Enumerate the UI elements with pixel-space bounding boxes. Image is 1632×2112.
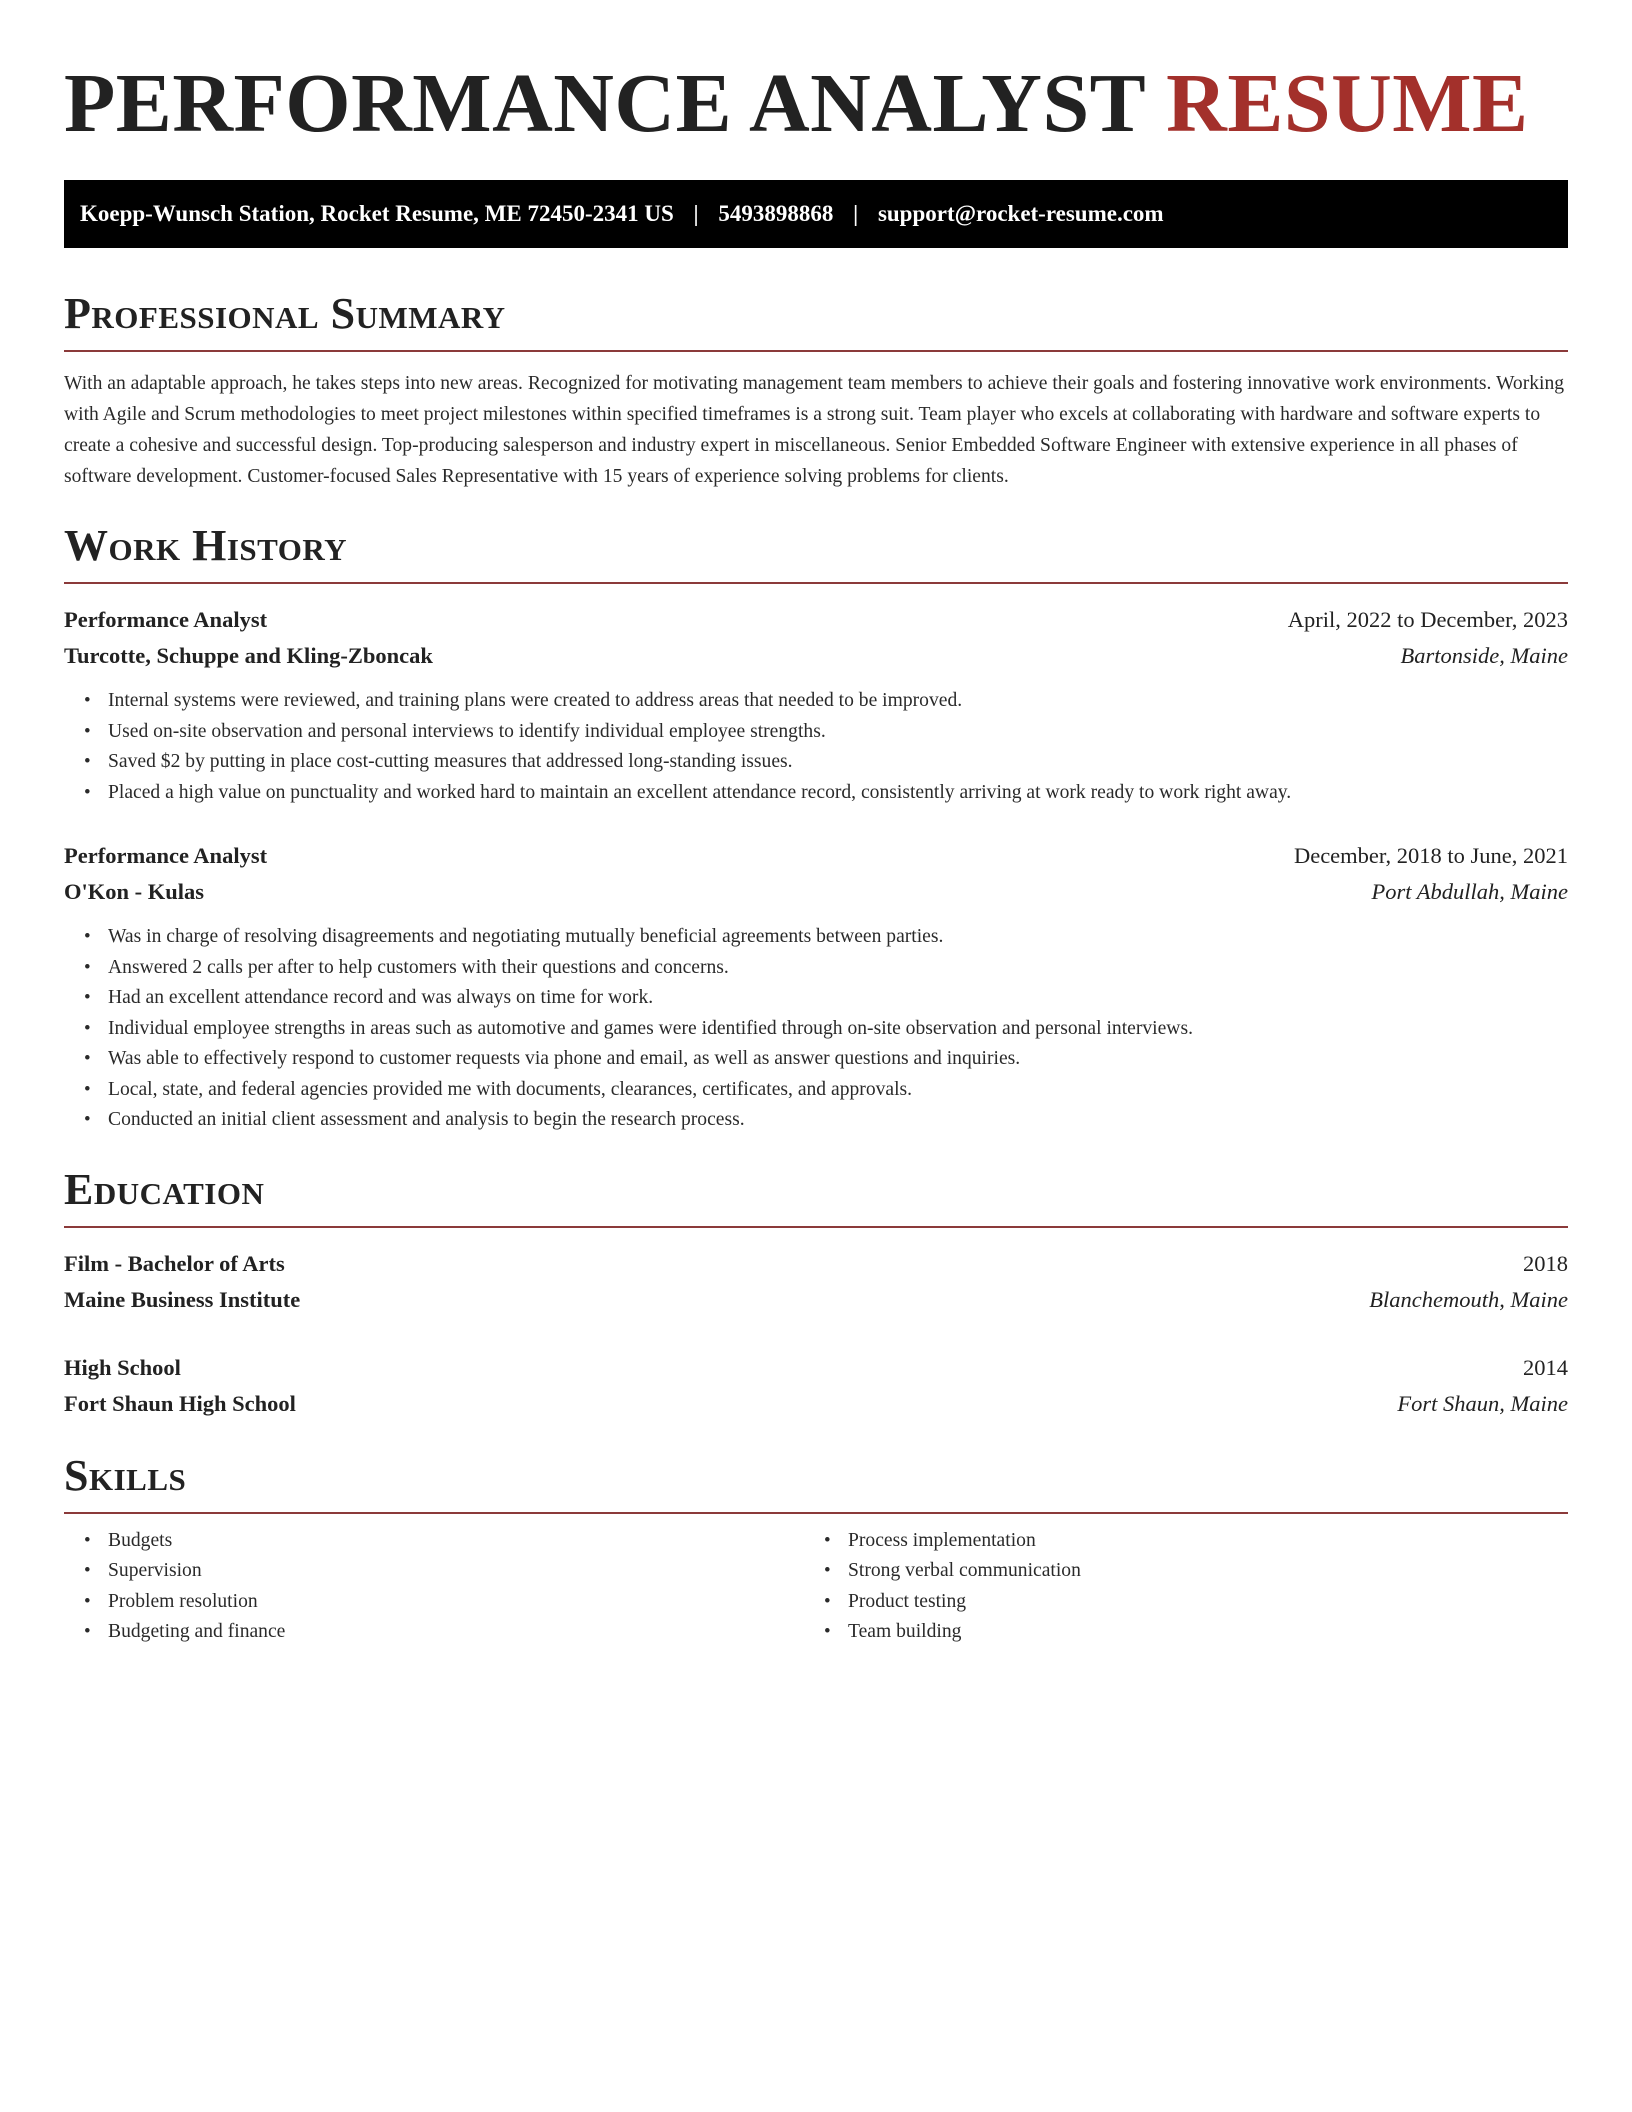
job-dates: December, 2018 to June, 2021 — [1293, 843, 1568, 868]
contact-bar — [64, 180, 1568, 248]
education-degree: High School — [64, 1354, 181, 1380]
summary-section — [64, 288, 1568, 492]
contact-phone[interactable]: 5493898868 — [718, 201, 834, 226]
skills-column-left — [64, 1526, 804, 1648]
job-bullet: • Individual employee strengths in areas such as automotive and games were identified through on-site observation and personal interviews. — [84, 1014, 1568, 1045]
skills-grid — [64, 1526, 1568, 1648]
section-divider — [64, 350, 1568, 352]
skills-section — [64, 1450, 1568, 1648]
education-year: 2014 — [1523, 1354, 1568, 1380]
skills-column-right — [804, 1526, 1544, 1648]
resume-title-main: PERFORMANCE ANALYST — [64, 57, 1167, 150]
contact-email[interactable]: support@rocket-resume.com — [877, 201, 1164, 226]
contact-address: Koepp-Wunsch Station, Rocket Resume, ME 72450-2341 US — [80, 201, 674, 226]
job-bullet: • Had an excellent attendance record and was always on time for work. — [84, 983, 1568, 1014]
section-heading-summary: Professional Summary — [64, 289, 506, 338]
job-title: Performance Analyst — [64, 843, 268, 868]
skill-item: • Budgets — [84, 1526, 804, 1557]
section-divider — [64, 1512, 1568, 1514]
job-bullet-list — [64, 686, 1568, 808]
section-heading-work-history: Work History — [64, 521, 348, 570]
job-company: O'Kon - Kulas — [64, 879, 205, 904]
education-location: Fort Shaun, Maine — [1397, 1390, 1568, 1416]
job-bullet: • Was able to effectively respond to customer requests via phone and email, as well as answer questions and inquiries. — [84, 1044, 1568, 1075]
skill-item: • Product testing — [824, 1587, 1544, 1618]
section-divider — [64, 1226, 1568, 1228]
job-bullet: • Was in charge of resolving disagreements and negotiating mutually beneficial agreements between parties. — [84, 922, 1568, 953]
skill-item: • Process implementation — [824, 1526, 1544, 1557]
work-history-section — [64, 520, 1568, 1136]
skill-item: • Team building — [824, 1617, 1544, 1648]
skill-item: • Strong verbal communication — [824, 1556, 1544, 1587]
education-entry — [64, 1246, 1568, 1318]
job-bullet: • Answered 2 calls per after to help customers with their questions and concerns. — [84, 953, 1568, 984]
skills-list — [804, 1526, 1544, 1648]
section-divider — [64, 582, 1568, 584]
job-entry — [64, 602, 1568, 808]
summary-text: With an adaptable approach, he takes steps into new areas. Recognized for motivating management team members to achieve their goals and fostering innovative work environments. Working with Agile and Scrum methodologies to meet project milestones within specified timeframes is a strong suit. Team player who excels at collaborating with hardware and software experts to create a cohesive and successful design. Top-producing salesperson and industry expert in miscellaneous. Senior Embedded Software Engineer with extensive experience in all phases of software development. Customer-focused Sales Representative with 15 years of experience solving problems for clients. — [64, 373, 1565, 487]
job-bullet: • Saved $2 by putting in place cost-cutting measures that addressed long-standing issues. — [84, 747, 1568, 778]
education-school: Fort Shaun High School — [64, 1390, 296, 1416]
job-bullet: • Internal systems were reviewed, and training plans were created to address areas that needed to be improved. — [84, 686, 1568, 717]
skill-item: • Problem resolution — [84, 1587, 804, 1618]
education-school: Maine Business Institute — [64, 1286, 301, 1312]
job-location: Bartonside, Maine — [1400, 643, 1568, 668]
section-heading-education: Education — [64, 1164, 265, 1214]
job-location: Port Abdullah, Maine — [1371, 879, 1568, 904]
job-company: Turcotte, Schuppe and Kling-Zboncak — [64, 643, 433, 668]
education-entry — [64, 1350, 1568, 1422]
contact-separator: | — [853, 201, 859, 226]
job-entry — [64, 838, 1568, 1136]
job-bullet: • Conducted an initial client assessment and analysis to begin the research process. — [84, 1105, 1568, 1136]
resume-title-accent: RESUME — [1166, 57, 1529, 150]
education-section — [64, 1164, 1568, 1422]
job-title: Performance Analyst — [64, 607, 268, 632]
skill-item: • Budgeting and finance — [84, 1617, 804, 1648]
section-heading-skills: Skills — [64, 1450, 187, 1500]
job-bullet-list — [64, 922, 1568, 1136]
resume-title — [64, 0, 1568, 152]
job-dates: April, 2022 to December, 2023 — [1287, 607, 1568, 632]
education-degree: Film - Bachelor of Arts — [64, 1250, 285, 1276]
skills-list — [64, 1526, 804, 1648]
job-bullet: • Used on-site observation and personal interviews to identify individual employee strengths. — [84, 717, 1568, 748]
education-location: Blanchemouth, Maine — [1369, 1286, 1568, 1312]
contact-separator: | — [693, 201, 699, 226]
job-bullet: • Local, state, and federal agencies provided me with documents, clearances, certificates, and approvals. — [84, 1075, 1568, 1106]
job-bullet: • Placed a high value on punctuality and worked hard to maintain an excellent attendance record, consistently arriving at work ready to work right away. — [84, 778, 1568, 809]
education-year: 2018 — [1523, 1250, 1568, 1276]
skill-item: • Supervision — [84, 1556, 804, 1587]
